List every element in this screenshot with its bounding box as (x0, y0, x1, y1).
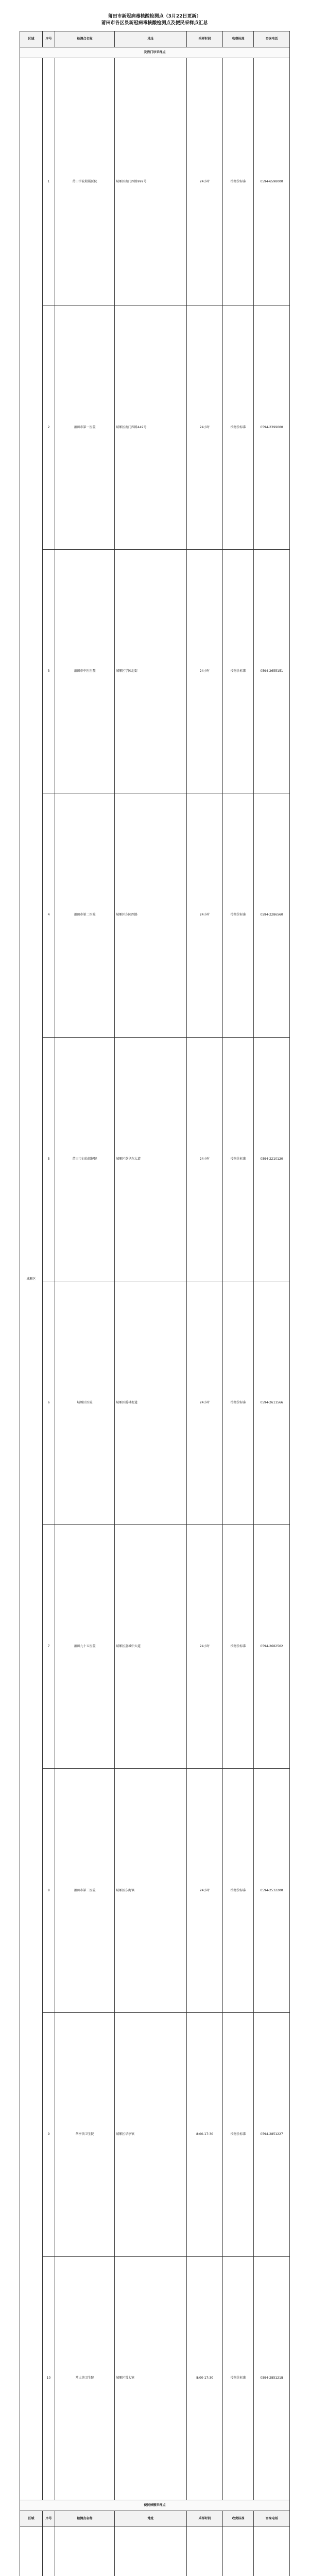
hours-cell: 24小时 (187, 1525, 223, 1769)
fee-cell: 按物价标准 (223, 793, 254, 1037)
table-row (20, 2257, 290, 2500)
column-header: 收费标准 (223, 2511, 254, 2527)
table-header-row (20, 31, 290, 47)
serial-cell: 6 (43, 1281, 55, 1524)
fee-cell: 按物价标准 (223, 1525, 254, 1769)
fee-cell: 按物价标准 (223, 549, 254, 793)
column-header: 区域 (20, 31, 43, 47)
column-header: 收费标准 (223, 31, 254, 47)
site-name-cell: 城厢区医院 (55, 1281, 115, 1524)
address-cell: 城厢区东海镇 (115, 1769, 187, 2012)
table-row (20, 793, 290, 1037)
table-row (20, 1769, 290, 2012)
fee-cell: 按物价标准 (223, 306, 254, 549)
hours-cell: 8:00-17:30 (187, 2257, 223, 2500)
document-title (20, 13, 289, 27)
testing-site-table (20, 31, 290, 2576)
site-name-cell (55, 2527, 115, 2576)
phone-cell[interactable]: 0594-2532200 (254, 1769, 290, 2012)
serial-cell: 9 (43, 2012, 55, 2256)
column-header: 检测点名称 (55, 31, 115, 47)
fee-cell: 按物价标准 (223, 58, 254, 306)
hours-cell: 24小时 (187, 793, 223, 1037)
address-cell: 城厢区南门西路449号 (115, 306, 187, 549)
phone-cell[interactable]: 0594-2611566 (254, 1281, 290, 1524)
phone-cell[interactable]: 0594-2682502 (254, 1525, 290, 1769)
tables-container (20, 31, 289, 2576)
column-header: 检测点名称 (55, 2511, 115, 2527)
serial-cell: 2 (43, 306, 55, 549)
section-heading-row (20, 2500, 290, 2511)
table-row (20, 2012, 290, 2256)
section-heading: 便民核酸采样点 (20, 2500, 290, 2511)
region-cell (20, 2527, 43, 2576)
address-cell: 城厢区霞林街道 (115, 1281, 187, 1524)
hours-cell: 24小时 (187, 1037, 223, 1281)
column-header: 区域 (20, 2511, 43, 2527)
serial-cell: 8 (43, 1769, 55, 2012)
site-name-cell: 莆田市第一医院 (55, 306, 115, 549)
phone-cell[interactable]: 0594-2655151 (254, 549, 290, 793)
table-row (20, 58, 290, 306)
phone-cell[interactable]: 0594-2286560 (254, 793, 290, 1037)
serial-cell: 1 (43, 58, 55, 306)
address-cell: 城厢区东园西路 (115, 793, 187, 1037)
serial-cell: 10 (43, 2257, 55, 2500)
hours-cell (187, 2527, 223, 2576)
table-row (20, 306, 290, 549)
section-heading-row (20, 47, 290, 58)
column-header: 采样时间 (187, 2511, 223, 2527)
hours-cell: 24小时 (187, 549, 223, 793)
serial-cell: 7 (43, 1525, 55, 1769)
serial-cell (43, 2527, 55, 2576)
site-name-cell: 华亭镇卫生院 (55, 2012, 115, 2256)
phone-cell[interactable]: 0594-2399000 (254, 306, 290, 549)
fee-cell: 按物价标准 (223, 1037, 254, 1281)
column-header: 序号 (43, 31, 55, 47)
column-header: 采样时间 (187, 31, 223, 47)
fee-cell: 按物价标准 (223, 2012, 254, 2256)
table-header-row (20, 2511, 290, 2527)
address-cell (115, 2527, 187, 2576)
table-row (20, 2527, 290, 2576)
column-header: 地址 (115, 31, 187, 47)
hours-cell: 8:00-17:30 (187, 2012, 223, 2256)
table-row (20, 1037, 290, 1281)
site-name-cell: 莆田市第二医院 (55, 793, 115, 1037)
phone-cell[interactable] (254, 2527, 290, 2576)
address-cell: 城厢区学园北街 (115, 549, 187, 793)
column-header: 地址 (115, 2511, 187, 2527)
column-header: 咨询电话 (254, 31, 290, 47)
serial-cell: 3 (43, 549, 55, 793)
address-cell: 城厢区南门西路999号 (115, 58, 187, 306)
serial-cell: 5 (43, 1037, 55, 1281)
site-name-cell: 莆田九十五医院 (55, 1525, 115, 1769)
column-header: 咨询电话 (254, 2511, 290, 2527)
hours-cell: 24小时 (187, 1281, 223, 1524)
table-row (20, 1281, 290, 1524)
hours-cell: 24小时 (187, 1769, 223, 2012)
fee-cell: 按物价标准 (223, 2257, 254, 2500)
fee-cell (223, 2527, 254, 2576)
phone-cell[interactable]: 0594-2851218 (254, 2257, 290, 2500)
table-row (20, 549, 290, 793)
site-name-cell: 莆田学院附属医院 (55, 58, 115, 306)
title-line-2: 莆田市各区县新冠病毒核酸检测点及便民采样点汇总 (101, 21, 208, 26)
address-cell: 城厢区荔城中大道 (115, 1525, 187, 1769)
table-row (20, 1525, 290, 1769)
address-cell: 城厢区华亭镇 (115, 2012, 187, 2256)
site-name-cell: 莆田市妇幼保健院 (55, 1037, 115, 1281)
phone-cell[interactable]: 0594-2851227 (254, 2012, 290, 2256)
column-header: 序号 (43, 2511, 55, 2527)
fee-cell: 按物价标准 (223, 1769, 254, 2012)
site-name-cell: 莆田市中医医院 (55, 549, 115, 793)
fee-cell: 按物价标准 (223, 1281, 254, 1524)
address-cell: 城厢区荔华东大道 (115, 1037, 187, 1281)
region-cell: 城厢区 (20, 58, 43, 2500)
phone-cell[interactable]: 0594-6598000 (254, 58, 290, 306)
section-heading: 发热门诊采样点 (20, 47, 290, 58)
address-cell: 城厢区常太镇 (115, 2257, 187, 2500)
serial-cell: 4 (43, 793, 55, 1037)
site-name-cell: 常太镇卫生院 (55, 2257, 115, 2500)
hours-cell: 24小时 (187, 306, 223, 549)
hours-cell: 24小时 (187, 58, 223, 306)
phone-cell[interactable]: 0594-2210120 (254, 1037, 290, 1281)
site-name-cell: 莆田市第三医院 (55, 1769, 115, 2012)
title-line-1: 莆田市新冠病毒核酸检测点（3月22日更新） (108, 14, 201, 19)
